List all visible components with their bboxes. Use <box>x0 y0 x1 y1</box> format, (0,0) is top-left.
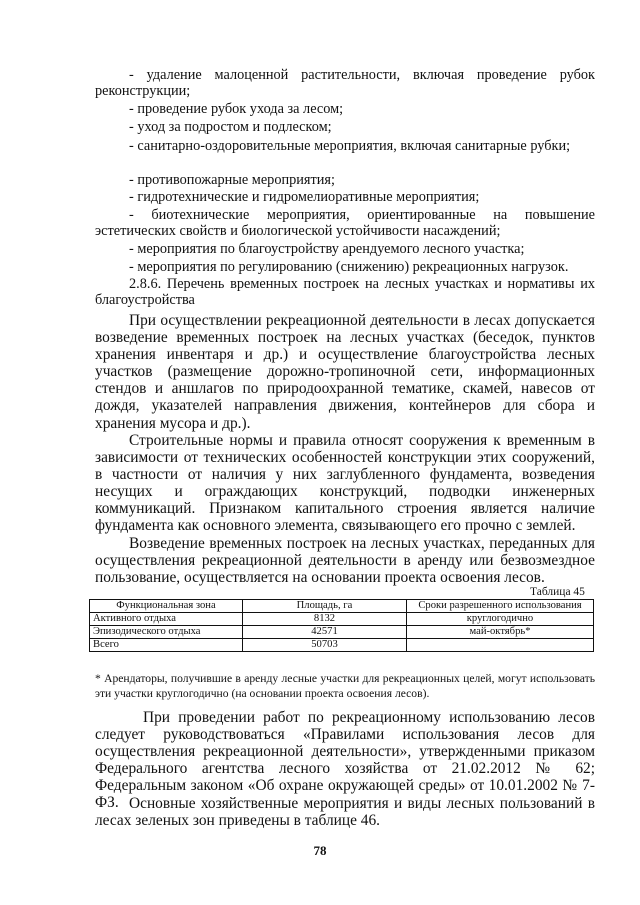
list-item-removal: - удаление малоценной растительности, включая проведение рубок реконструкции; <box>95 67 595 100</box>
list-item-load-regulation: - мероприятия по регулированию (снижению) рекреационных нагрузок. <box>129 259 569 275</box>
page-number: 78 <box>313 843 327 858</box>
header-zone: Функциональная зона <box>90 600 243 613</box>
list-item-undergrowth: - уход за подростом и подлеском; <box>129 119 332 135</box>
paragraph-temporary-buildings: При осуществлении рекреационной деятельности в лесах допускается возведение временных построек на лесных участках (беседок, пунктов хранения инвентаря и др.) и осуществление благоустройства лесных участков (размещение дорожно-тропиночной сети, информационных стендов и аншлагов по природоохранной тематике, скамей, навесов от дождя, указателей направления движения, контейнеров для сбора и хранения мусора и др.). <box>95 312 595 432</box>
cell-zone: Всего <box>90 639 243 652</box>
table-caption: Таблица 45 <box>530 586 585 598</box>
table-row <box>90 613 594 626</box>
paragraph-regulations: При проведении работ по рекреационному использованию лесов следует руководствоваться «Правилами использования лесов для осуществления рекреационной деятельности», утвержденными приказом Федерального агентства лесного хозяйства от 21.02.2012 № 62; Федеральным законом «Об охране окружающей среды» от 10.01.2002 № 7-ФЗ. <box>95 709 595 812</box>
header-terms: Сроки разрешенного использования <box>407 600 594 613</box>
cell-area: 50703 <box>243 639 407 652</box>
list-item-thinning: - проведение рубок ухода за лесом; <box>129 101 344 117</box>
recreation-zones-table <box>89 599 594 652</box>
cell-area: 42571 <box>243 626 407 639</box>
list-item-hydro: - гидротехнические и гидромелиоративные мероприятия; <box>129 189 480 205</box>
cell-terms <box>407 639 594 652</box>
paragraph-building-norms: Строительные нормы и правила относят сооружения к временным в зависимости от технических особенностей конструкции этих сооружений, в частности от наличия у них заглубленного фундамента, возведения несущих и ограждающих конструкций, подводки инженерных коммуникаций. Признаком капитального строения является наличие фундамента как основного элемента, связывающего его прочно с землей. <box>95 432 595 535</box>
cell-terms: май-октябрь* <box>407 626 594 639</box>
paragraph-construction-basis: Возведение временных построек на лесных участках, переданных для осуществления рекреационной деятельности в аренду или безвозмездное пользование, осуществляется на основании проекта освоения лесов. <box>95 535 595 587</box>
table-row <box>90 626 594 639</box>
list-item-biotech: - биотехнические мероприятия, ориентированные на повышение эстетических свойств и биологической устойчивости насаждений; <box>95 207 595 240</box>
section-heading: 2.8.6. Перечень временных построек на лесных участках и нормативы их благоустройства <box>95 276 595 309</box>
paragraph-table-46-reference: Основные хозяйственные мероприятия и виды лесных пользований в лесах зеленых зон приведены в таблице 46. <box>95 795 595 830</box>
cell-zone: Эпизодического отдыха <box>90 626 243 639</box>
cell-area: 8132 <box>243 613 407 626</box>
list-item-landscaping: - мероприятия по благоустройству арендуемого лесного участка; <box>129 241 525 257</box>
table-total-row <box>90 639 594 652</box>
cell-zone: Активного отдыха <box>90 613 243 626</box>
list-item-sanitary: - санитарно-оздоровительные мероприятия, включая санитарные рубки; <box>129 138 571 154</box>
table-footnote: * Арендаторы, получившие в аренду лесные участки для рекреационных целей, могут использовать эти участки круглогодично (на основании проекта освоения лесов). <box>95 671 595 700</box>
table-header-row <box>90 600 594 613</box>
list-item-fire: - противопожарные мероприятия; <box>129 172 335 188</box>
header-area: Площадь, га <box>243 600 407 613</box>
cell-terms: круглогодично <box>407 613 594 626</box>
